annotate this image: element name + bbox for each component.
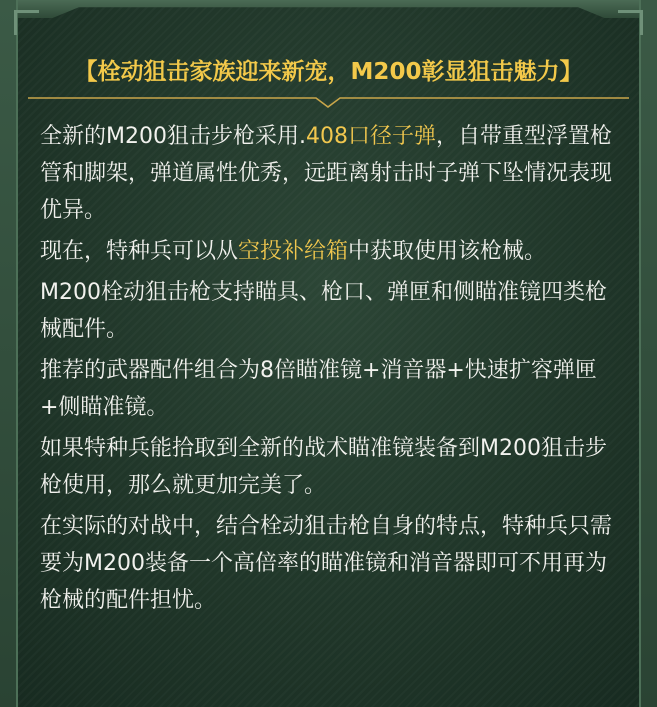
paragraph-2 [40,233,617,270]
article-body [40,118,617,623]
paragraph-2-text-end: 中获取使用该枪械。 [348,239,547,264]
title-underline-notch [28,96,629,108]
frame-right-bracket [639,0,657,707]
title-banner [28,52,629,92]
paragraph-6-text: 在实际的对战中，结合栓动狙击枪自身的特点，特种兵只需要为M200装备一个高倍率的瞄准镜和消音器即可不用再为枪械的配件担忧。 [40,514,613,613]
frame-left-bracket [0,0,18,707]
article-title: 【栓动狙击家族迎来新宠，M200彰显狙击魅力】 [74,59,583,85]
corner-decoration-left [14,10,39,35]
frame-top-bar [0,0,657,18]
paragraph-1-highlight: 408口径子弹 [305,124,436,149]
paragraph-4 [40,352,617,426]
paragraph-4-text: 推荐的武器配件组合为8倍瞄准镜+消音器+快速扩容弹匣+侧瞄准镜。 [40,358,597,420]
paragraph-2-highlight: 空投补给箱 [238,239,349,264]
paragraph-5-text: 如果特种兵能拾取到全新的战术瞄准镜装备到M200狙击步枪使用，那么就更加完美了。 [40,436,607,498]
paragraph-1-text-end: ，自带重型浮置枪管和脚架，弹道属性优秀，远距离射击时子弹下坠情况表现优异。 [40,124,613,223]
paragraph-1-text: 全新的M200狙击步枪采用. [40,124,306,149]
paragraph-6 [40,508,617,619]
paragraph-5 [40,430,617,504]
paragraph-2-text: 现在，特种兵可以从 [40,239,239,264]
paragraph-3 [40,274,617,348]
title-underline [28,96,629,108]
paragraph-3-text: M200栓动狙击枪支持瞄具、枪口、弹匣和侧瞄准镜四类枪械配件。 [40,280,607,342]
paragraph-1 [40,118,617,229]
corner-decoration-right [618,10,643,35]
